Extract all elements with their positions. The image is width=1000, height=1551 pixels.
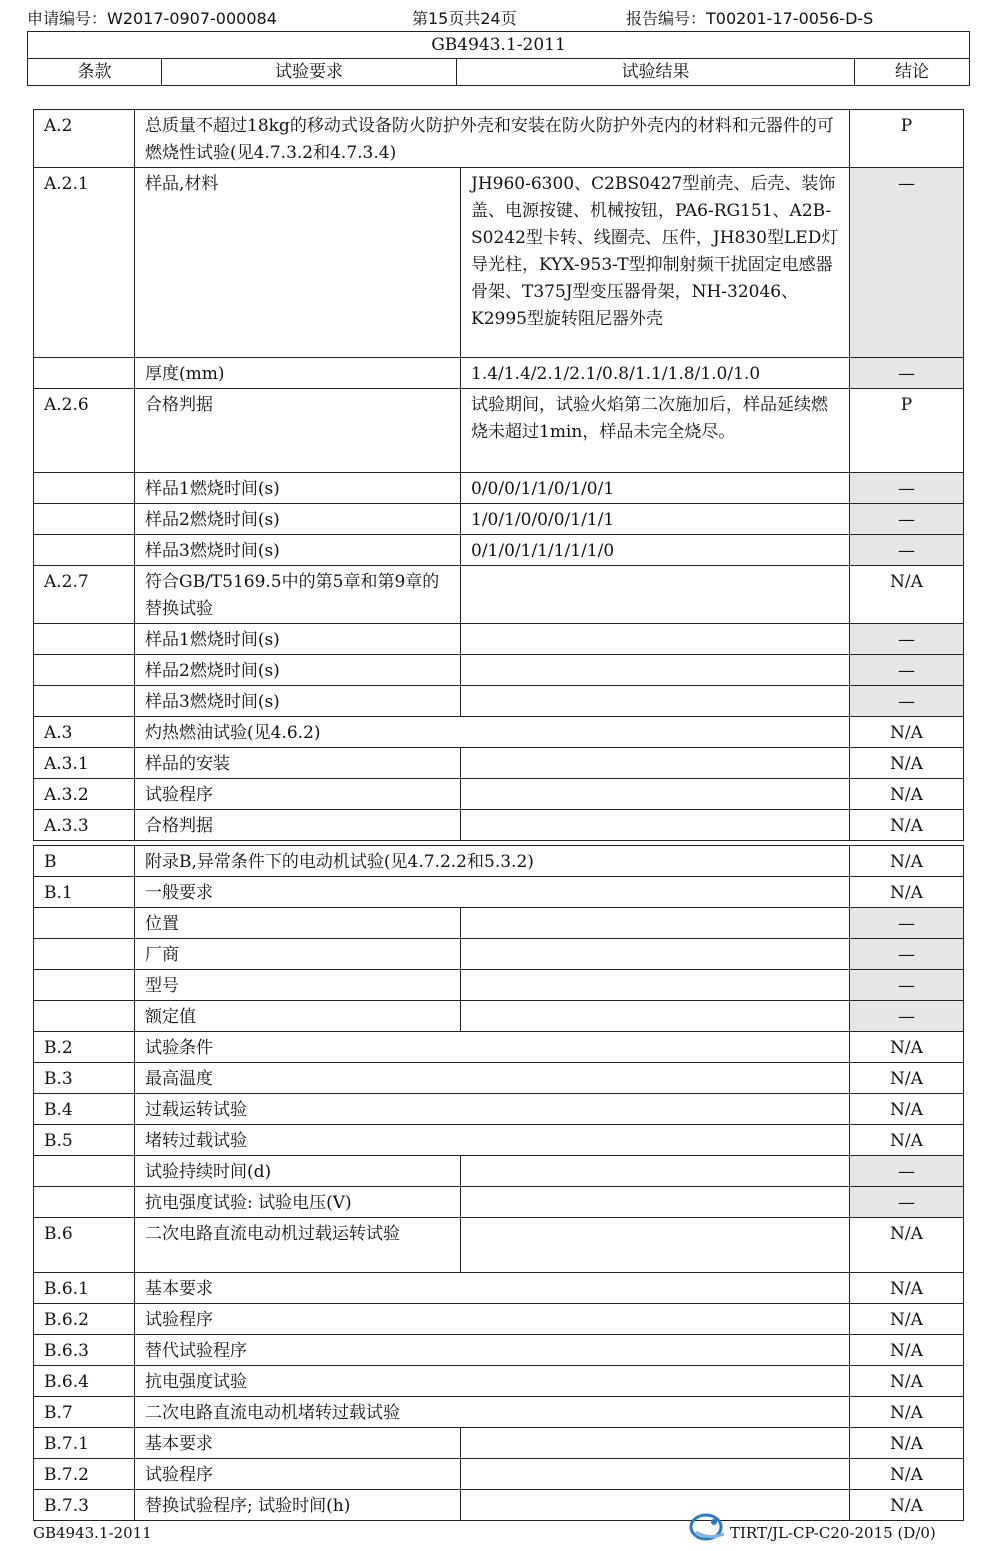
table-row [34,1335,964,1366]
column-verdict: 结论 [855,59,970,86]
table-row [34,1125,964,1156]
verdict-cell: N/A [850,1063,964,1094]
clause-cell [34,358,135,389]
verdict-cell: N/A [850,1335,964,1366]
table-row [34,1187,964,1218]
requirement-cell: 基本要求 [135,1273,850,1304]
result-cell [461,686,850,717]
verdict-cell: N/A [850,1032,964,1063]
requirement-cell: 总质量不超过18kg的移动式设备防火防护外壳和安装在防火防护外壳内的材料和元器件的可燃烧性试验(见4.7.3.2和4.7.3.4) [135,110,850,168]
table-row [34,1032,964,1063]
verdict-cell: N/A [850,1273,964,1304]
table-row [34,655,964,686]
result-cell: 试验期间，试验火焰第二次施加后，样品延续燃烧未超过1min，样品未完全烧尽。 [461,389,850,473]
verdict-cell: N/A [850,877,964,908]
clause-cell [34,655,135,686]
requirement-cell: 样品,材料 [135,168,461,358]
requirement-cell: 合格判据 [135,810,461,841]
verdict-cell: N/A [850,779,964,810]
clause-cell: B.6.4 [34,1366,135,1397]
result-cell [461,939,850,970]
requirement-cell: 试验条件 [135,1032,850,1063]
requirement-cell: 型号 [135,970,461,1001]
table-row [34,389,964,473]
requirement-cell: 二次电路直流电动机过载运转试验 [135,1218,461,1273]
table-row [34,810,964,841]
clause-cell [34,908,135,939]
clause-cell [34,535,135,566]
column-result: 试验结果 [457,59,855,86]
verdict-cell: N/A [850,1459,964,1490]
requirement-cell: 合格判据 [135,389,461,473]
result-cell [461,779,850,810]
clause-cell: B.1 [34,877,135,908]
table-row [34,686,964,717]
verdict-cell: — [850,1001,964,1032]
requirement-cell: 样品3燃烧时间(s) [135,535,461,566]
result-cell: 1/0/1/0/0/0/1/1/1 [461,504,850,535]
verdict-cell: — [850,908,964,939]
verdict-cell: — [850,358,964,389]
result-cell: 1.4/1.4/2.1/2.1/0.8/1.1/1.8/1.0/1.0 [461,358,850,389]
clause-cell: B.5 [34,1125,135,1156]
table-row [34,168,964,358]
result-cell [461,908,850,939]
requirement-cell: 厚度(mm) [135,358,461,389]
footer-standard: GB4943.1-2011 [33,1524,152,1542]
appendix-b-table [33,845,964,1521]
clause-cell: A.2 [34,110,135,168]
requirement-cell: 最高温度 [135,1063,850,1094]
clause-cell: B.6.2 [34,1304,135,1335]
table-row [34,1304,964,1335]
table-row [34,1490,964,1521]
requirement-cell: 堵转过载试验 [135,1125,850,1156]
result-cell [461,1428,850,1459]
column-clause: 条款 [28,59,162,86]
table-row [34,748,964,779]
table-row [34,1218,964,1273]
clause-cell: A.3 [34,717,135,748]
requirement-cell: 试验持续时间(d) [135,1156,461,1187]
table-row [34,1094,964,1125]
clause-cell: B.7.1 [34,1428,135,1459]
requirement-cell: 样品3燃烧时间(s) [135,686,461,717]
verdict-cell: — [850,1156,964,1187]
table-row [34,877,964,908]
clause-cell [34,970,135,1001]
requirement-cell: 样品的安装 [135,748,461,779]
requirement-cell: 样品1燃烧时间(s) [135,624,461,655]
clause-cell: A.3.2 [34,779,135,810]
table-row [34,1063,964,1094]
standard-title: GB4943.1-2011 [28,32,970,59]
table-row [34,504,964,535]
table-row [34,473,964,504]
clause-cell: B.4 [34,1094,135,1125]
table-row [34,624,964,655]
verdict-cell: — [850,686,964,717]
requirement-cell: 试验程序 [135,779,461,810]
verdict-cell: N/A [850,1428,964,1459]
table-row [34,939,964,970]
table-row [34,1273,964,1304]
result-cell [461,624,850,655]
requirement-cell: 二次电路直流电动机堵转过载试验 [135,1397,850,1428]
requirement-cell: 替代试验程序 [135,1335,850,1366]
requirement-cell: 样品1燃烧时间(s) [135,473,461,504]
result-cell [461,566,850,624]
application-number: 申请编号：W2017-0907-000084 [27,9,277,28]
report-number: 报告编号：T00201-17-0056-D-S [626,9,874,28]
table-row [34,1459,964,1490]
verdict-cell: N/A [850,748,964,779]
result-cell [461,970,850,1001]
verdict-cell: N/A [850,717,964,748]
table-row [34,908,964,939]
requirement-cell: 一般要求 [135,877,850,908]
requirement-cell: 试验程序 [135,1459,461,1490]
table-row [34,1397,964,1428]
clause-cell [34,473,135,504]
result-cell [461,1156,850,1187]
verdict-cell: — [850,655,964,686]
clause-cell: B.6.1 [34,1273,135,1304]
verdict-cell: — [850,168,964,358]
requirement-cell: 替换试验程序; 试验时间(h) [135,1490,461,1521]
clause-cell: B.3 [34,1063,135,1094]
table-row [34,846,964,877]
verdict-cell: P [850,389,964,473]
lab-logo-icon [688,1510,728,1544]
clause-cell: A.2.1 [34,168,135,358]
result-cell [461,748,850,779]
clause-cell [34,1001,135,1032]
verdict-cell: N/A [850,1366,964,1397]
verdict-cell: N/A [850,846,964,877]
clause-cell: A.2.7 [34,566,135,624]
verdict-cell: P [850,110,964,168]
verdict-cell: N/A [850,566,964,624]
result-cell [461,1187,850,1218]
requirement-cell: 额定值 [135,1001,461,1032]
table-row [34,110,964,168]
requirement-cell: 样品2燃烧时间(s) [135,504,461,535]
clause-cell: A.3.1 [34,748,135,779]
verdict-cell: N/A [850,810,964,841]
table-row [34,1156,964,1187]
requirement-cell: 过载运转试验 [135,1094,850,1125]
table-row [34,717,964,748]
verdict-cell: — [850,473,964,504]
requirement-cell: 抗电强度试验 [135,1366,850,1397]
clause-cell [34,1156,135,1187]
clause-cell: B.6.3 [34,1335,135,1366]
requirement-cell: 基本要求 [135,1428,461,1459]
table-row [34,1001,964,1032]
result-cell [461,810,850,841]
requirement-cell: 位置 [135,908,461,939]
verdict-cell: — [850,939,964,970]
verdict-cell: N/A [850,1094,964,1125]
result-cell [461,655,850,686]
requirement-cell: 样品2燃烧时间(s) [135,655,461,686]
verdict-cell: N/A [850,1218,964,1273]
verdict-cell: — [850,1187,964,1218]
column-requirement: 试验要求 [162,59,457,86]
verdict-cell: N/A [850,1490,964,1521]
verdict-cell: N/A [850,1125,964,1156]
clause-cell: A.3.3 [34,810,135,841]
verdict-cell: N/A [850,1304,964,1335]
result-cell [461,1490,850,1521]
table-row [34,535,964,566]
clause-cell: A.2.6 [34,389,135,473]
clause-cell: B.7.3 [34,1490,135,1521]
verdict-cell: — [850,970,964,1001]
header-table [27,31,970,86]
clause-cell [34,686,135,717]
result-cell [461,1218,850,1273]
table-row [34,779,964,810]
requirement-cell: 抗电强度试验: 试验电压(V) [135,1187,461,1218]
page-number: 第15页共24页 [412,9,517,28]
requirement-cell: 符合GB/T5169.5中的第5章和第9章的替换试验 [135,566,461,624]
appendix-a-table [33,109,964,841]
clause-cell: B.7 [34,1397,135,1428]
table-row [34,358,964,389]
clause-cell [34,504,135,535]
footer-form-code: TIRT/JL-CP-C20-2015 (D/0) [730,1524,936,1542]
table-row [34,1366,964,1397]
clause-cell [34,939,135,970]
result-cell: 0/0/0/1/1/0/1/0/1 [461,473,850,504]
verdict-cell: — [850,624,964,655]
requirement-cell: 试验程序 [135,1304,850,1335]
result-cell [461,1459,850,1490]
requirement-cell: 厂商 [135,939,461,970]
result-cell: JH960-6300、C2BS0427型前壳、后壳、装饰盖、电源按键、机械按钮，PA6-RG151、A2B-S0242型卡转、线圈壳、压件，JH830型LED灯导光柱，KYX-953-T型抑制射频干扰固定电感器骨架、T375J型变压器骨架，NH-32046、K2995型旋转阻尼器外壳 [461,168,850,358]
table-row [34,566,964,624]
table-row [34,970,964,1001]
clause-cell: B.7.2 [34,1459,135,1490]
clause-cell [34,624,135,655]
table-row [34,1428,964,1459]
requirement-cell: 附录B,异常条件下的电动机试验(见4.7.2.2和5.3.2) [135,846,850,877]
clause-cell: B [34,846,135,877]
result-cell: 0/1/0/1/1/1/1/1/0 [461,535,850,566]
verdict-cell: — [850,535,964,566]
requirement-cell: 灼热燃油试验(见4.6.2) [135,717,850,748]
clause-cell: B.6 [34,1218,135,1273]
verdict-cell: — [850,504,964,535]
verdict-cell: N/A [850,1397,964,1428]
clause-cell: B.2 [34,1032,135,1063]
result-cell [461,1001,850,1032]
clause-cell [34,1187,135,1218]
